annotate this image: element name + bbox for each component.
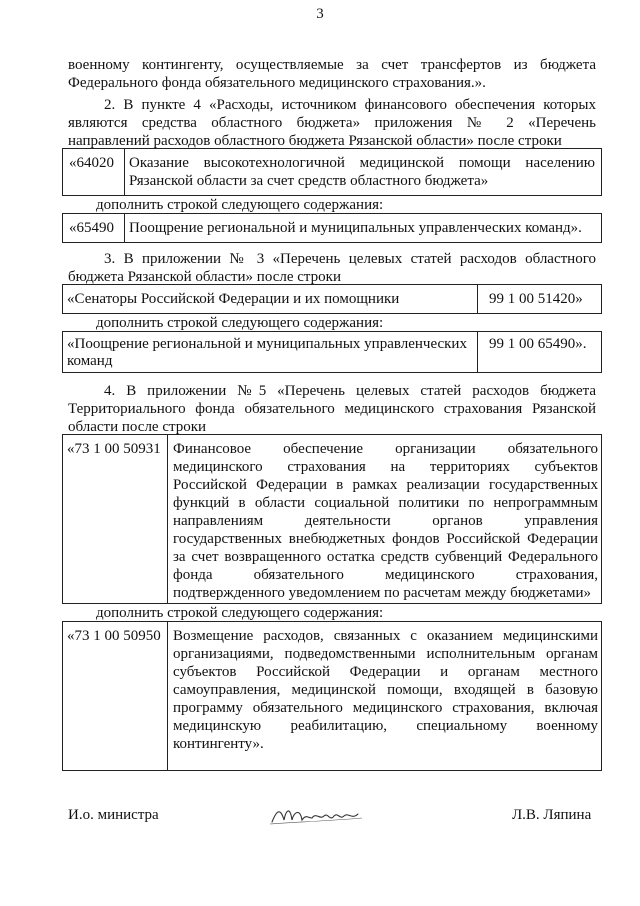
- item2-old-row-text-2: Рязанской области за счет средств областного бюджета»: [129, 173, 489, 189]
- item4-new-row-text-1: Возмещение расходов, связанных с оказанием медицинскими: [173, 628, 598, 644]
- item3-new-row-code: 99 1 00 65490».: [489, 336, 587, 352]
- item2-line-2: являются средства областного бюджета» приложения № 2 «Перечень: [68, 115, 596, 131]
- item4-new-row-text-7: контингенту».: [173, 736, 264, 752]
- item3-new-row-table: [62, 331, 602, 373]
- item4-old-row-text-5: направлениям деятельности органов управления: [173, 513, 598, 529]
- signature: [268, 798, 368, 830]
- signature-drawing: [268, 798, 368, 830]
- item4-add-line: дополнить строкой следующего содержания:: [96, 605, 384, 621]
- item4-old-row-code: «73 1 00 50931: [67, 441, 161, 457]
- item2-old-row-text-1: Оказание высокотехнологичной медицинской помощи населению: [129, 155, 595, 171]
- item2-new-row-text: Поощрение региональной и муниципальных управленческих команд».: [129, 220, 582, 236]
- item4-old-row-text-1: Финансовое обеспечение организации обязательного: [173, 441, 598, 457]
- item4-line-1: 4. В приложении №5 «Перечень целевых статей расходов бюджета: [104, 383, 596, 399]
- item2-old-row-code: «64020: [69, 155, 114, 171]
- item3-new-row-text-1: «Поощрение региональной и муниципальных управленческих: [67, 336, 467, 352]
- item3-new-row-text-2: команд: [67, 353, 113, 369]
- page-number: 3: [316, 6, 324, 22]
- item3-line-2: бюджета Рязанской области» после строки: [68, 269, 341, 285]
- item4-old-row-text-2: медицинского страхования на территориях субъектов: [173, 459, 598, 475]
- item4-old-row-text-6: государственных внебюджетных фондов Российской Федерации: [173, 531, 598, 547]
- item4-line-2: Территориального фонда обязательного медицинского страхования Рязанской: [68, 401, 596, 417]
- item4-new-row-text-2: организациями, подведомственными исполнительным органам: [173, 646, 598, 662]
- item4-new-row-text-6: медицинскую реабилитацию, специальному военному: [173, 718, 598, 734]
- item2-new-row-code: «65490: [69, 220, 114, 236]
- item4-new-row-text-4: самоуправления, медицинской помощи, входящей в базовую: [173, 682, 598, 698]
- intro-line-1: военному контингенту, осуществляемые за счет трансфертов из бюджета: [68, 57, 596, 73]
- item3-old-row-table: [62, 284, 602, 314]
- item2-line-1: 2. В пункте 4 «Расходы, источником финансового обеспечения которых: [104, 97, 596, 113]
- signatory-position: И.о. министра: [68, 807, 159, 823]
- item4-new-row-text-3: субъектов Российской Федерации и органам местного: [173, 664, 598, 680]
- item4-new-row-table: [62, 621, 602, 771]
- item4-old-row-text-9: подтвержденного уведомлением по расчетам между бюджетами»: [173, 585, 592, 601]
- item4-old-row-text-7: за счет возвращенного остатка средств субвенций Федерального: [173, 549, 598, 565]
- intro-line-2: Федерального фонда обязательного медицинского страхования.».: [68, 75, 486, 91]
- item2-new-row-table: [62, 213, 602, 243]
- item3-old-row-code: 99 1 00 51420»: [489, 291, 583, 307]
- item4-new-row-code: «73 1 00 50950: [67, 628, 161, 644]
- item3-line-1: 3. В приложении № 3 «Перечень целевых статей расходов областного: [104, 251, 596, 267]
- item2-line-3: направлений расходов областного бюджета Рязанской области» после строки: [68, 133, 562, 149]
- item2-add-line: дополнить строкой следующего содержания:: [96, 197, 384, 213]
- item4-new-row-text-5: программу обязательного медицинского страхования, включая: [173, 700, 598, 716]
- item4-old-row-text-4: функций в области социальной политики по непрограммным: [173, 495, 598, 511]
- signatory-name: Л.В. Ляпина: [512, 807, 592, 823]
- item3-add-line: дополнить строкой следующего содержания:: [96, 315, 384, 331]
- item4-line-3: области после строки: [68, 419, 207, 435]
- item2-old-row-table: [62, 148, 602, 196]
- item4-old-row-text-3: Российской Федерации в рамках реализации государственных: [173, 477, 598, 493]
- item4-old-row-text-8: фонда обязательного медицинского страхования,: [173, 567, 598, 583]
- item4-old-row-table: [62, 434, 602, 604]
- item3-old-row-text: «Сенаторы Российской Федерации и их помощники: [67, 291, 400, 307]
